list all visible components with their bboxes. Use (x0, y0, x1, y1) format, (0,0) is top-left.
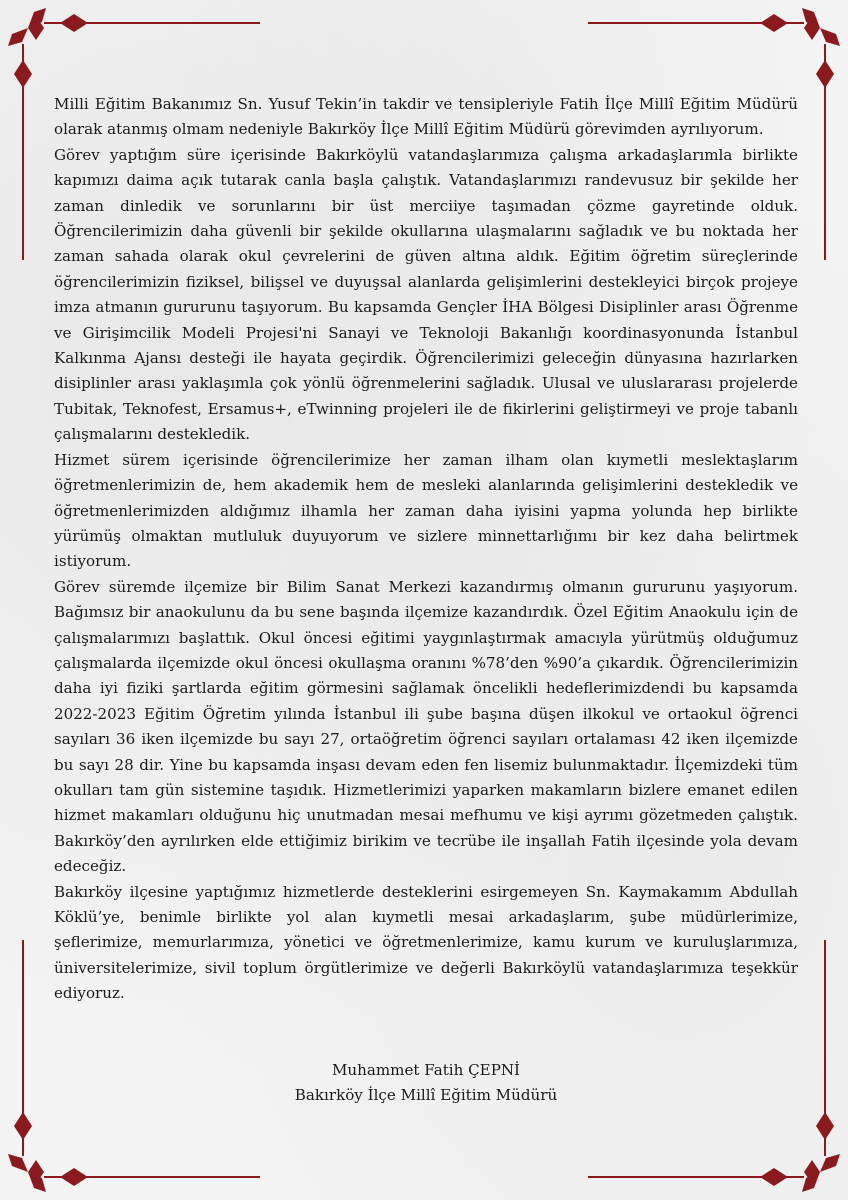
paragraph-teachers: Hizmet sürem içerisinde öğrencilerimize her zaman ilham olan kıymetli meslektaşlarım öğretmenlerimizin de, hem akademik hem de mesleki alanlarında gelişimlerini destekledik ve öğretmenlerimizden aldığımız ilhamla her zaman daha iyisini yapma yolunda hep birlikte yürümüş olmaktan mutluluk duyuyorum ve sizlere minnettarlığımı bir kez daha belirtmek istiyorum. (54, 450, 798, 571)
paragraph-appointment: Milli Eğitim Bakanımız Sn. Yusuf Tekin’in takdir ve tensipleriyle Fatih İlçe Millî Eğitim Müdürü olarak atanmış olmam nedeniyle Bakırköy İlçe Millî Eğitim Müdürü görevimden ayrılıyorum. (54, 95, 798, 139)
signature-name: Muhammet Fatih ÇEPNİ (331, 1061, 521, 1079)
signature-title: Bakırköy İlçe Millî Eğitim Müdürü (294, 1086, 558, 1105)
letter-body (54, 92, 798, 1007)
paragraph-service: Görev yaptığım süre içerisinde Bakırköylü vatandaşlarımıza çalışma arkadaşlarımla birlikte kapımızı daima açık tutarak canla başla çalıştık. Vatandaşlarımızı randevusuz bir şekilde her zaman dinledik ve sorunlarını bir üst merciiye taşımadan çözme gayretinde olduk. Öğrencilerimizin daha güvenli bir şekilde okullarına ulaşmalarını sağladık ve bu noktada her zaman sahada olarak okul çevrelerini de güven altına aldık. Eğitim öğretim süreçlerinde öğrencilerimizin fiziksel, bilişsel ve duyuşsal alanlarda gelişimlerini destekleyici birçok projeye imza atmanın gururunu taşıyorum. Bu kapsamda Gençler İHA Bölgesi Disiplinler arası Öğrenme ve Girişimcilik Modeli Projesi'ni Sanayi ve Teknoloji Bakanlığı koordinasyonunda İstanbul Kalkınma Ajansı desteği ile hayata geçirdik. Öğrencilerimizi geleceğin dünyasına hazırlarken disiplinler arası yaklaşımla çok yönlü öğrenmelerini sağladık. Ulusal ve uluslararası projelerde Tubitak, Teknofest, Ersamus+, eTwinning projeleri ile de fikirlerini geliştirmeyi ve proje tabanlı çalışmalarını destekledik. (54, 145, 798, 444)
signature-block (54, 1058, 798, 1109)
paragraph-achievements: Görev süremde ilçemize bir Bilim Sanat Merkezi kazandırmış olmanın gururunu yaşıyorum. Bağımsız bir anaokulunu da bu sene başında ilçemize kazandırdık. Özel Eğitim Anaokulu için de çalışmalarımızı başlattık. Okul öncesi eğitimi yaygınlaştırmak amacıyla yürütmüş olduğumuz çalışmalarda ilçemizde okul öncesi okullaşma oranını %78’den %90’a çıkardık. Öğrencilerimizin daha iyi fiziki şartlarda eğitim görmesini sağlamak öncelikli hedeflerimizdendi bu kapsamda 2022-2023 Eğitim Öğretim yılında İstanbul ili şube başına düşen ilkokul ve ortaokul öğrenci sayıları 36 iken ilçemizde bu sayı 27, ortaöğretim öğrenci sayıları ortalaması 42 iken ilçemizde bu sayı 28 dir. Yine bu kapsamda inşası devam eden fen lisemiz bulunmaktadır. İlçemizdeki tüm okulları tam gün sistemine taşıdık. Hizmetlerimizi yaparken makamların bizlere emanet edilen hizmet makamları olduğunu hiç unutmadan mesai mefhumu ve kişi ayrımı gözetmeden çalıştık. Bakırköy’den ayrılırken elde ettiğimiz birikim ve tecrübe ile inşallah Fatih ilçesinde yola devam edeceğiz. (54, 577, 798, 876)
paragraph-thanks: Bakırköy ilçesine yaptığımız hizmetlerde desteklerini esirgemeyen Sn. Kaymakamım Abdullah Köklü’ye, benimle birlikte yol alan kıymetli mesai arkadaşlarım, şube müdürlerimize, şeflerimize, memurlarımıza, yönetici ve öğretmenlerimize, kamu kurum ve kuruluşlarımıza, üniversitelerimize, sivil toplum örgütlerimize ve değerli Bakırköylü vatandaşlarımıza teşekkür ediyoruz. (54, 882, 798, 1003)
